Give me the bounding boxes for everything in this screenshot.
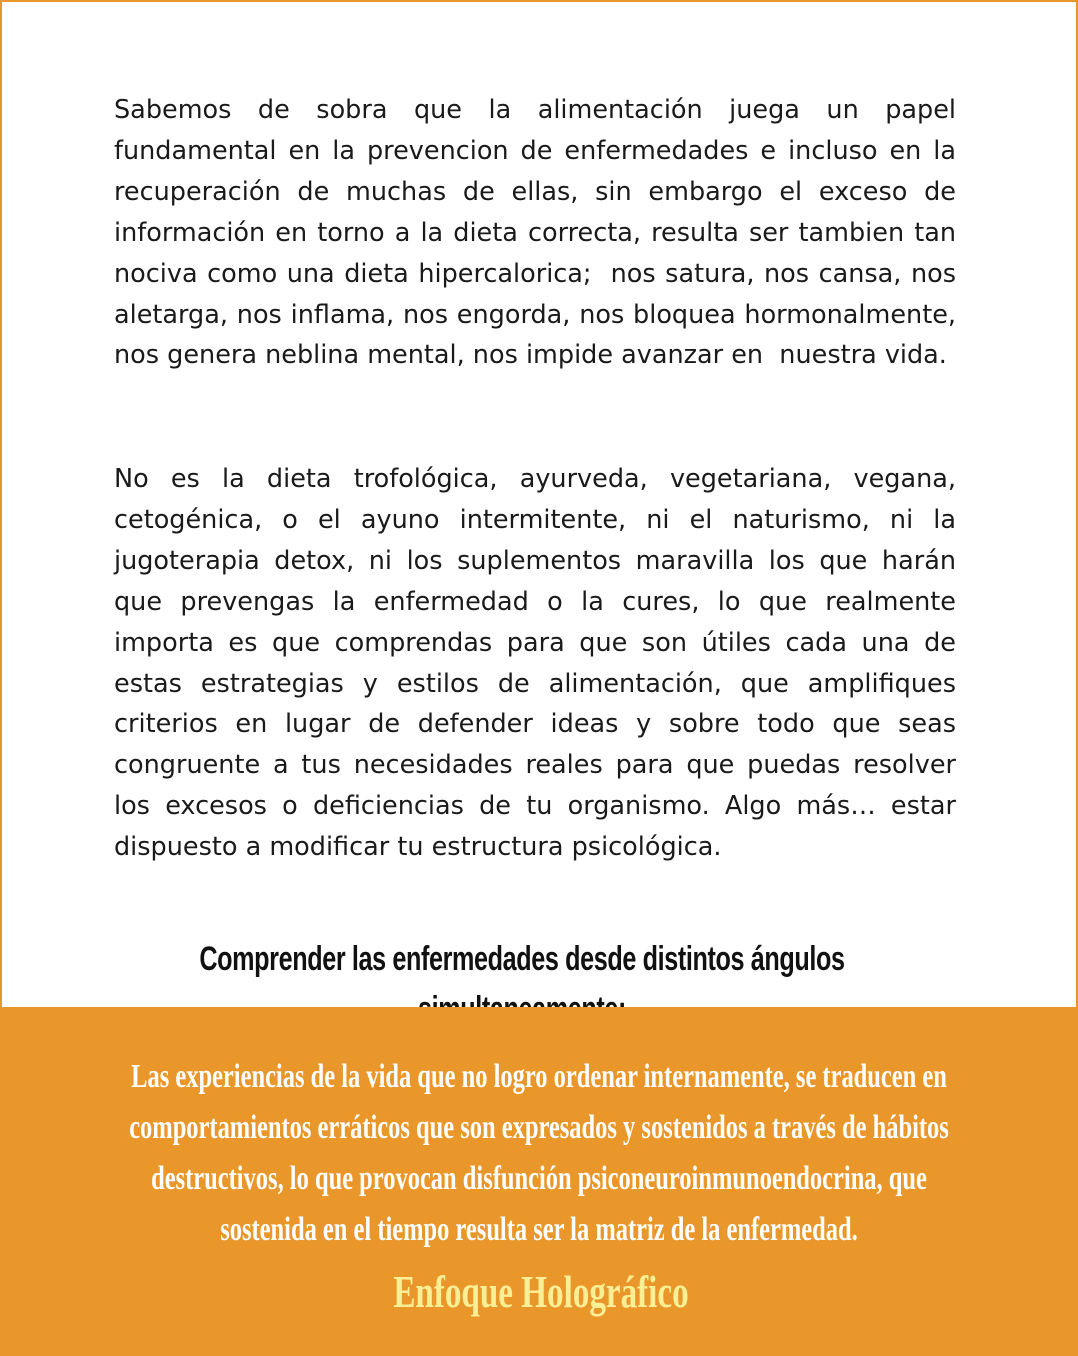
body-paragraph-1: Sabemos de sobra que la alimentación juega un papel fundamental en la prevencion de enfermedades e incluso en la recuperación de muchas de ellas, sin embargo el exceso de información en torno a la dieta correcta, resulta ser tambien tan nociva como una dieta hipercalorica; nos satura, nos cansa, nos aletarga, nos inflama, nos engorda, nos bloquea hormonalmente, nos genera neblina mental, nos impide avanzar en nuestra vida. [114, 95, 965, 371]
body-paragraph-2: No es la dieta trofológica, ayurveda, vegetariana, vegana, cetogénica, o el ayuno intermitente, ni el naturismo, ni la jugoterapia detox, ni los suplementos maravilla los que harán que prevengas la enfermedad o la cures, lo que realmente importa es que comprendas para que son útiles cada una de estas estrategias y estilos de alimentación, que amplifiques criterios en lugar de defender ideas y sobre todo que seas congruente a tus necesidades reales para que puedas resolver los excesos o deficiencias de tu organismo. Algo más… estar dispuesto a modificar tu estructura psicológica. [114, 464, 965, 863]
quote-text: Las experiencias de la vida que no logro ordenar internamente, se traducen en comportamientos erráticos que son expresados y sostenidos a través de hábitos destructivos, lo que provocan disfunción psiconeuroinmunoendocrina, que sostenida en el tiempo resulta ser la matriz de la enfermedad. [129, 1058, 949, 1248]
section-heading: Comprender las enfermedades desde distintos ángulos [199, 940, 845, 978]
orange-quote-band [2, 1007, 1078, 1356]
band-title: Enfoque Holográfico [393, 1266, 689, 1317]
